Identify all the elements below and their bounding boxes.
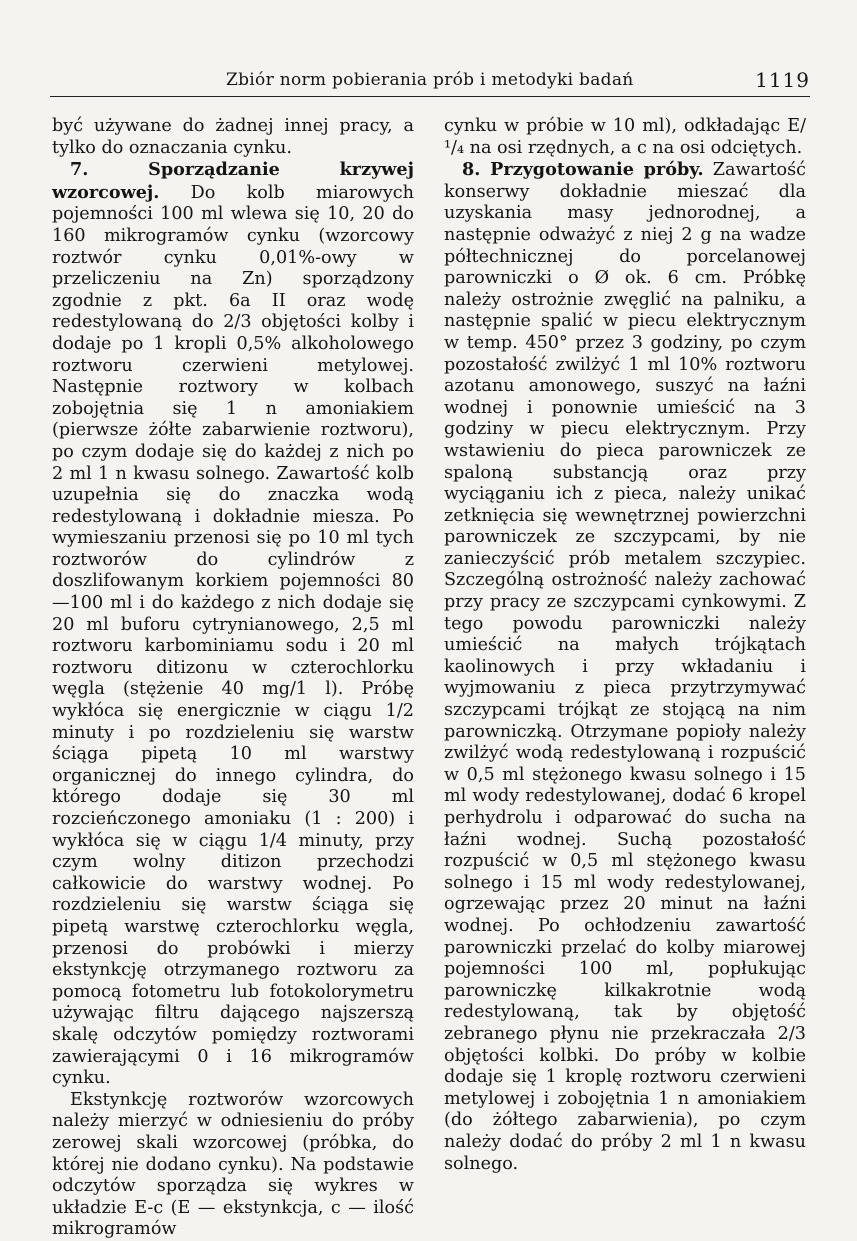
paragraph-continued: być używane do żadnej innej pracy, a tylko do oznaczania cynku. [52, 116, 414, 158]
running-header [50, 64, 810, 97]
left-column [52, 116, 414, 1240]
paragraph-continued-right: cynku w próbie w 10 ml), odkładając E/¹/₄ na osi rzędnych, a c na osi odciętych. [444, 116, 806, 158]
section-8-heading: 8. Przygotowanie próby. [462, 159, 704, 181]
section-8-text: Zawartość konserwy dokładnie mieszać dla uzyskania masy jednorodnej, a następnie odważyć z niej 2 g na wadze półtechnicznej do porcelanowej parowniczki o Ø ok. 6 cm. Próbkę należy ostrożnie zwęglić na palniku, a następnie spalić w piecu elektrycznym w temp. 450° przez 3 godziny, po czym pozostałość zwilżyć 1 ml 10% roztworu azotanu amonowego, suszyć na łaźni wodnej i ponownie umieścić na 3 godziny w piecu elektrycznym. Przy wstawieniu do pieca parowniczek ze spaloną substancją oraz przy wyciąganiu ich z pieca, należy unikać zetknięcia się wewnętrznej powierzchni parowniczek ze szczypcami, by nie zanieczyścić prób metalem szczypiec. Szczególną ostrożność należy zachować przy pracy ze szczypcami cynkowymi. Z tego powodu parowniczki należy umieścić na małych trójkątach kaolinowych i przy wkładaniu i wyjmowaniu z pieca przytrzymywać szczypcami trójkąt ze stojącą na nim parowniczką. Otrzymane popioły należy zwilżyć wodą redestylowaną i rozpuścić w 0,5 ml stężonego kwasu solnego i 15 ml wody redestylowanej, dodać 6 kropel perhydrolu i odparować do sucha na łaźni wodnej. Suchą pozostałość rozpuścić w 0,5 ml stężonego kwasu solnego i 15 ml wody redestylowanej, ogrzewając przez 20 minut na łaźni wodnej. Po ochłodzeniu zawartość parowniczki przelać do kolby miarowej pojemności 100 ml, popłukując parowniczkę kilkakrotnie wodą redestylowaną, tak by objętość zebranego płynu nie przekraczała 2/3 objętości kolbki. Do próby w kolbie dodaje się 1 kroplę roztworu czerwieni metylowej i zobojętnia 1 n amoniakiem (do żółtego zabarwienia), po czym należy dodać do próby 2 ml 1 n kwasu solnego. [444, 160, 806, 1174]
section-7-heading: 7. Sporządzanie krzywej wzorcowej. [52, 159, 414, 203]
section-8 [444, 159, 806, 1175]
paragraph-extinction: Ekstynkcję roztworów wzorcowych należy mierzyć w odniesieniu do próby zerowej skali wzorcowej (próbka, do której nie dodano cynku). Na podstawie odczytów sporządza się wykres w układzie E-c (E — ekstynkcja, c — ilość mikrogramów [52, 1089, 414, 1240]
running-title: Zbiór norm pobierania prób i metodyki badań [226, 70, 634, 90]
section-7-text: Do kolb miarowych pojemności 100 ml wlewa się 10, 20 do 160 mikrogramów cynku (wzorcowy roztwór cynku 0,01%-owy w przeliczeniu na Zn) sporządzony zgodnie z pkt. 6a II oraz wodę redestylowaną do 2/3 objętości kolby i dodaje po 1 kropli 0,5% alkoholowego roztworu czerwieni metylowej. Następnie roztwory w kolbach zobojętnia się 1 n amoniakiem (pierwsze żółte zabarwienie roztworu), po czym dodaje się do każdej z nich po 2 ml 1 n kwasu solnego. Zawartość kolb uzupełnia się do znaczka wodą redestylowaną i dokładnie miesza. Po wymieszaniu przenosi się po 10 ml tych roztworów do cylindrów z doszlifowanym korkiem pojemności 80—100 ml i do każdego z nich dodaje się 20 ml buforu cytrynianowego, 2,5 ml roztworu karbominiamu sodu i 20 ml roztworu ditizonu w czterochlorku węgla (stężenie 40 mg/1 l). Próbę wykłóca się energicznie w ciągu 1/2 minuty i po rozdzieleniu się warstw ściąga pipetą 10 ml warstwy organicznej do innego cylindra, do którego dodaje się 30 ml rozcieńczonego amoniaku (1 : 200) i wykłóca się w ciągu 1/4 minuty, przy czym wolny ditizon przechodzi całkowicie do warstwy wodnej. Po rozdzieleniu się warstw ściąga się pipetą warstwę czterochlorku węgla, przenosi do probówki i mierzy ekstynkcję otrzymanego roztworu za pomocą fotometru lub fotokolorymetru używając filtru dającego najszerszą skalę odczytów pomiędzy roztworami zawierającymi 0 i 16 mikrogramów cynku. [52, 182, 414, 1089]
right-column [444, 116, 806, 1176]
page-number: 1119 [755, 68, 810, 92]
section-7 [52, 159, 414, 1090]
